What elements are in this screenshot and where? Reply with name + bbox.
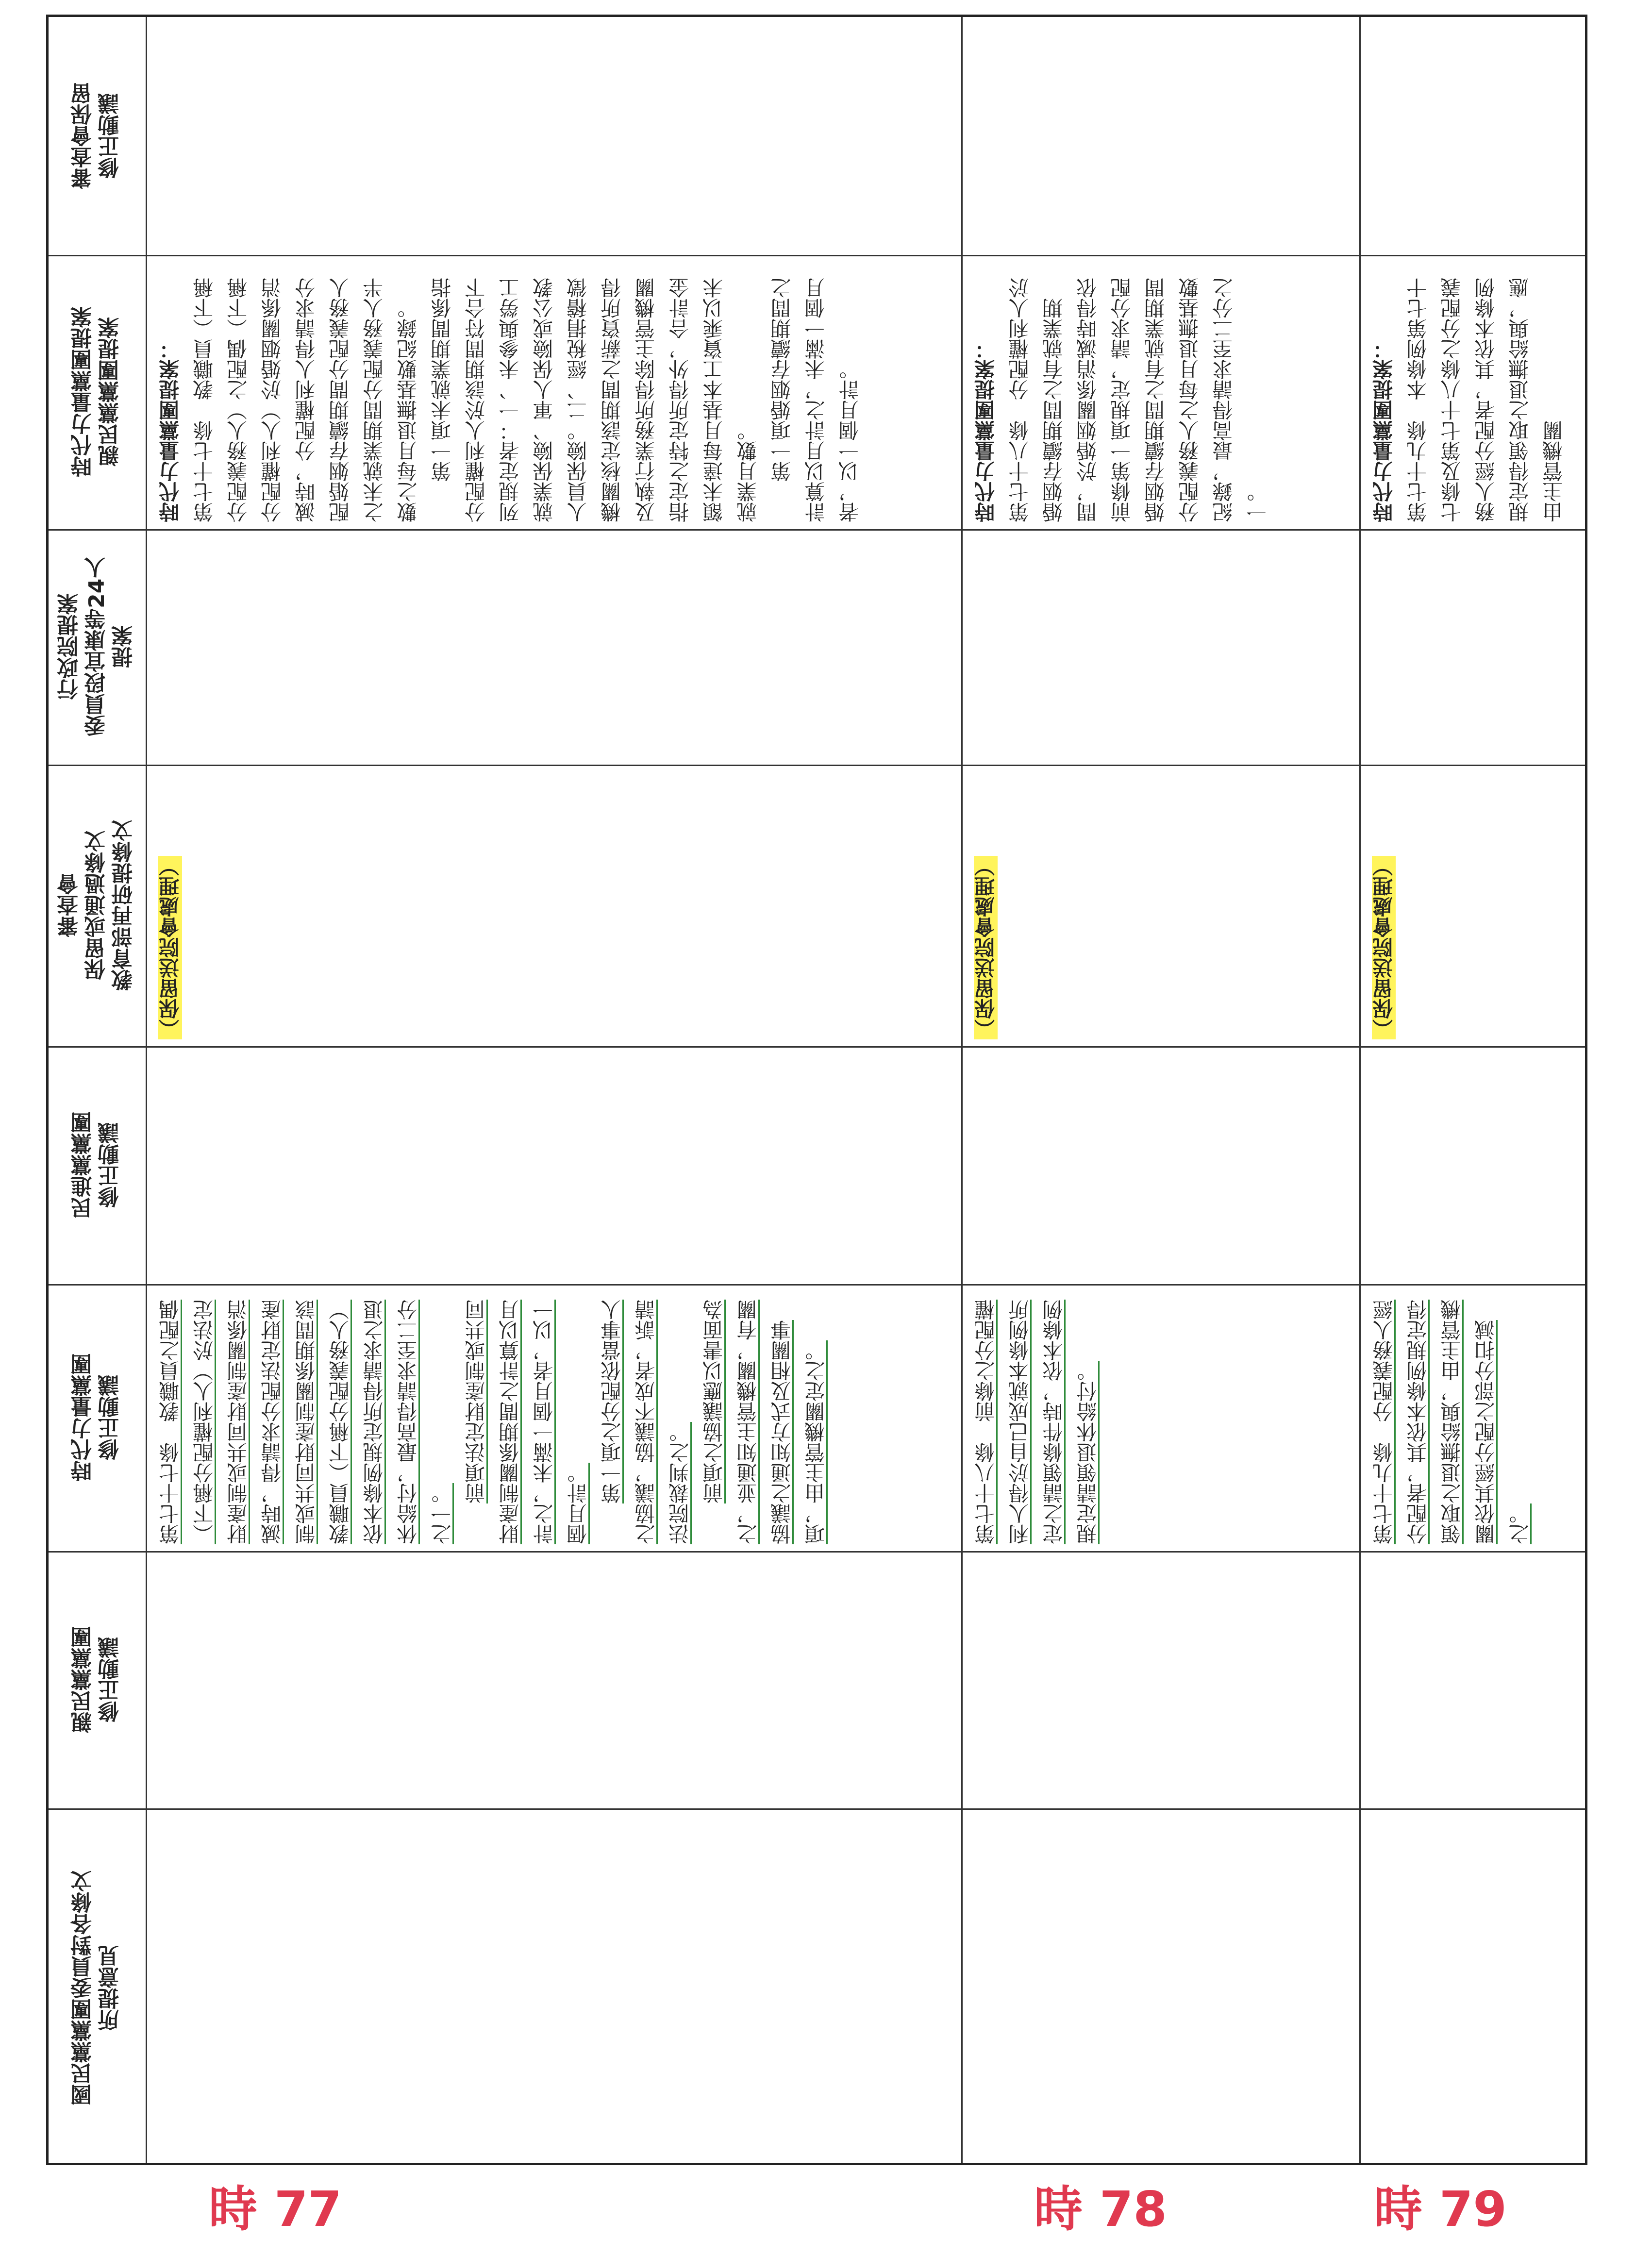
column-divider	[49, 1046, 1585, 1048]
proposal-paragraph: 第一項未就業期間係指分配權利人於該期間符合下列規定者：一、未參與勞工就業保險、軍人保險或公教人員保險。二、經稅捐稽徵機關核定該期間之薪資所得及執行業務所得除主管機關指定之特定所得外，合計金額未達每月基本工資乘以未就業月數。	[430, 278, 760, 522]
header-line: 修正動議	[98, 1122, 123, 1208]
header-line: 保留或通過條文	[84, 831, 109, 980]
review-status-badge: （保留送院會處理）	[974, 856, 998, 1039]
header-line: 時代力量黨團	[71, 1353, 96, 1482]
review-cell	[961, 765, 1359, 1046]
amendment-paragraph: 第一項之分配依當事人之協議，協議不成者，訴請法院裁判之。	[600, 1300, 692, 1544]
amendment-paragraph: 第七十八條 前條之分配權利人得於自己成就本條例所定之請領條件時，依本條例規定請領退休給付。	[974, 1300, 1100, 1544]
header-line: 修正動議	[98, 1375, 123, 1460]
column-divider	[49, 1808, 1585, 1810]
header-exec-proposal	[49, 529, 146, 765]
header-kmt	[49, 1808, 146, 2168]
proposal-paragraph: 第七十九條 本條例第七十七條及第七十八條之分配義務人經分配者，其依本條例規定得領取之退撫給與，應由主管機關	[1406, 278, 1566, 522]
review-status-badge: （保留送院會處理）	[158, 856, 182, 1039]
header-pfp-amend	[49, 1551, 146, 1808]
column-divider	[49, 1551, 1585, 1553]
header-line: 委員段宜康等24人	[84, 557, 109, 737]
header-npp-pfp-proposal	[49, 255, 146, 529]
proposal-title: 時代力量黨團提案：	[158, 339, 182, 522]
handwritten-annotation: 時 77	[209, 2181, 342, 2238]
header-line: 教育部再研提條文	[112, 820, 136, 991]
header-line: 行政院提案	[57, 593, 82, 701]
header-npp-amend	[49, 1284, 146, 1551]
header-line: 審查會	[57, 873, 82, 937]
npp-amend-cell	[961, 1284, 1359, 1551]
header-dpp-amend	[49, 1046, 146, 1284]
handwritten-annotation: 時 79	[1374, 2181, 1507, 2238]
npp-amend-cell	[146, 1284, 961, 1551]
header-line: 提案	[112, 625, 136, 668]
column-divider	[49, 529, 1585, 531]
review-cell	[146, 765, 961, 1046]
proposal-title: 時代力量黨團提案：	[974, 339, 998, 522]
amendment-paragraph: 前項法定財產制或共同財產制關係期間之計算以月計之，未滿一個月者，以一個月計。	[464, 1300, 590, 1544]
review-cell	[1359, 765, 1590, 1046]
proposal-paragraph: 第七十八條 分配權利人於婚姻存續期間之有就業期間，於婚姻關係消滅時得依前條第一項規定，請求分配婚姻存續期間之有就業期間分配義務人之每月退撫基數紀錄，最高得請求至二分之一。	[1008, 278, 1269, 522]
npp-amend-cell	[1359, 1284, 1590, 1551]
proposal-paragraph: 第七十七條 教職員（下稱分配義務人）之配偶（下稱分配權利人）於婚姻關係消滅時，分配權利人得請求分配婚姻存續期間分配義務人之未就業期間分配義務人半數之每月退撫基數紀錄。	[192, 278, 420, 522]
header-review	[49, 765, 146, 1046]
proposal-title: 時代力量黨團提案：	[1372, 339, 1396, 522]
comparison-grid	[46, 15, 1587, 2165]
header-line: 修正動議	[98, 1637, 123, 1722]
header-line: 所提意見	[98, 1945, 123, 2031]
proposal-paragraph: 第一項婚姻存續期間之計算以月計之，未滿一個月者，以一個月計。	[770, 278, 862, 522]
amendment-paragraph: 前項之協議應以書面為之，並通知主管機關，有關協議之通知方式及相關事項，由主管機關定之。	[702, 1300, 828, 1544]
header-line: 時代力量黨團提案	[71, 306, 96, 478]
header-review-retain	[49, 17, 146, 255]
amendment-paragraph: 第七十九條 分配義務人經分配者，其依本條例規定得領取之退撫給與，由主管機關依其經分配之部分扣減之。	[1372, 1300, 1532, 1544]
proposal-cell	[961, 255, 1359, 529]
amendment-paragraph: 第七十七條 教職員之配偶（下稱分配權利人）於法定財產制或共同財產制關係消滅時，得請求分配法定財產制或共同財產制關係期間該教職員（下稱分配義務人）依本條例規定所得請求之退休給付，最高得請求至二分之一。	[158, 1300, 454, 1544]
header-line: 民進黨黨團	[71, 1112, 96, 1219]
proposal-cell	[146, 255, 961, 529]
header-line: 親民黨黨團	[71, 1626, 96, 1733]
header-line: 修正動議	[98, 93, 123, 179]
proposal-cell	[1359, 255, 1590, 529]
header-line: 親民黨黨團提案	[98, 317, 123, 467]
header-line: 國民黨黨團委員對各條文	[71, 1871, 96, 2105]
header-line: 審查會保留	[71, 83, 96, 189]
review-status-badge: （保留送院會處理）	[1372, 856, 1396, 1039]
handwritten-annotation: 時 78	[1034, 2181, 1167, 2238]
